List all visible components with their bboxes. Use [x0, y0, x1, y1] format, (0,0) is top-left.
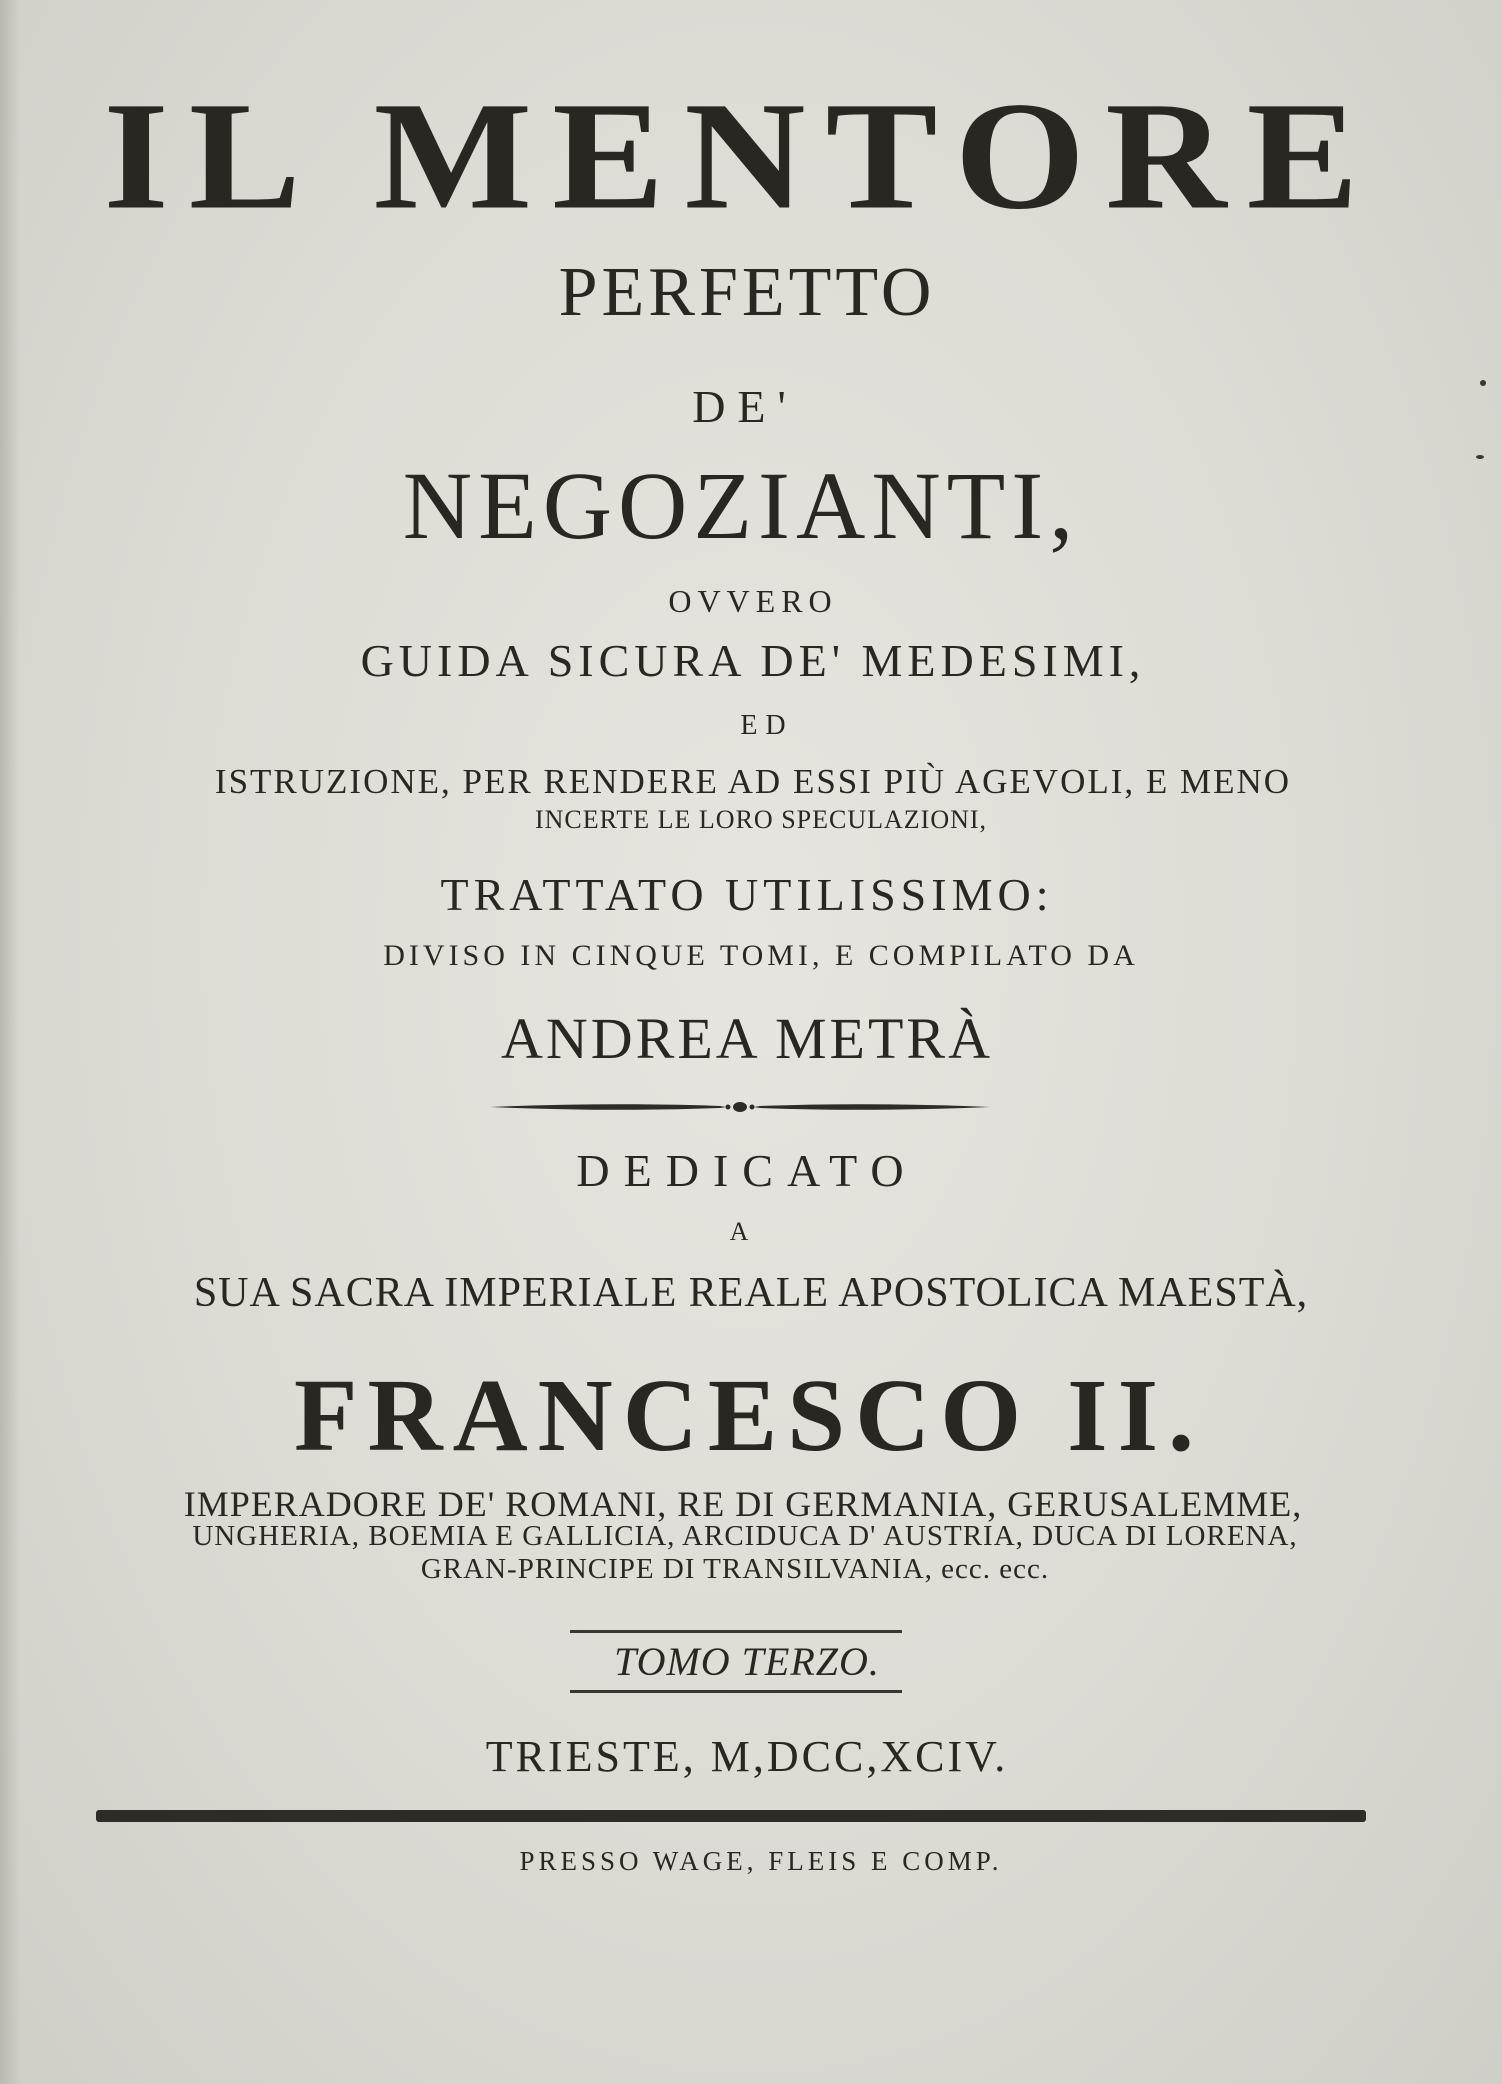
ed-line: ED [740, 710, 794, 741]
titles-line-2: UNGHERIA, BOEMIA E GALLICIA, ARCIDUCA D' AUSTRIA, DUCA DI LORENA, [192, 1520, 1298, 1552]
ink-speck [1476, 455, 1484, 459]
title-negozianti: NEGOZIANTI, [402, 452, 1080, 559]
incerte-line: INCERTE LE LORO SPECULAZIONI, [534, 805, 988, 834]
dedicato-line: DEDICATO [576, 1145, 918, 1196]
diviso-line: DIVISO IN CINQUE TOMI, E COMPILATO DA [383, 939, 1139, 972]
titles-line-3: GRAN-PRINCIPE DI TRANSILVANIA, ecc. ecc. [420, 1553, 1050, 1585]
volume-rule-top [570, 1630, 902, 1633]
dedicatee-name: FRANCESCO II. [293, 1358, 1205, 1473]
dedicatee-titles: SUA SACRA IMPERIALE REALE APOSTOLICA MAESTÀ, [193, 1270, 1309, 1316]
ink-speck [1480, 380, 1486, 386]
publisher-line: PRESSO WAGE, FLEIS E COMP. [519, 1846, 1003, 1876]
guida-line: GUIDA SICURA DE' MEDESIMI, [360, 635, 1146, 686]
title-de: DE' [692, 381, 798, 432]
titles-line-1: IMPERADORE DE' ROMANI, RE DI GERMANIA, GERUSALEMME, [183, 1484, 1303, 1524]
imprint-place-date: TRIESTE, M,DCC,XCIV. [485, 1732, 1009, 1781]
istruzione-line: ISTRUZIONE, PER RENDERE AD ESSI PIÙ AGEVOLI, E MENO [214, 762, 1292, 801]
author-name: ANDREA METRÀ [501, 1006, 993, 1071]
volume-label: TOMO TERZO. [614, 1639, 880, 1684]
book-title: IL MENTORE [103, 70, 1379, 242]
a-line: A [729, 1217, 749, 1246]
ovvero-line: OVVERO [668, 583, 838, 619]
title-perfetto: PERFETTO [558, 254, 936, 331]
ornamental-rule [490, 1100, 990, 1114]
trattato-line: TRATTATO UTILISSIMO: [440, 869, 1054, 920]
volume-rule-bottom [570, 1690, 902, 1693]
thick-rule [96, 1810, 1366, 1822]
